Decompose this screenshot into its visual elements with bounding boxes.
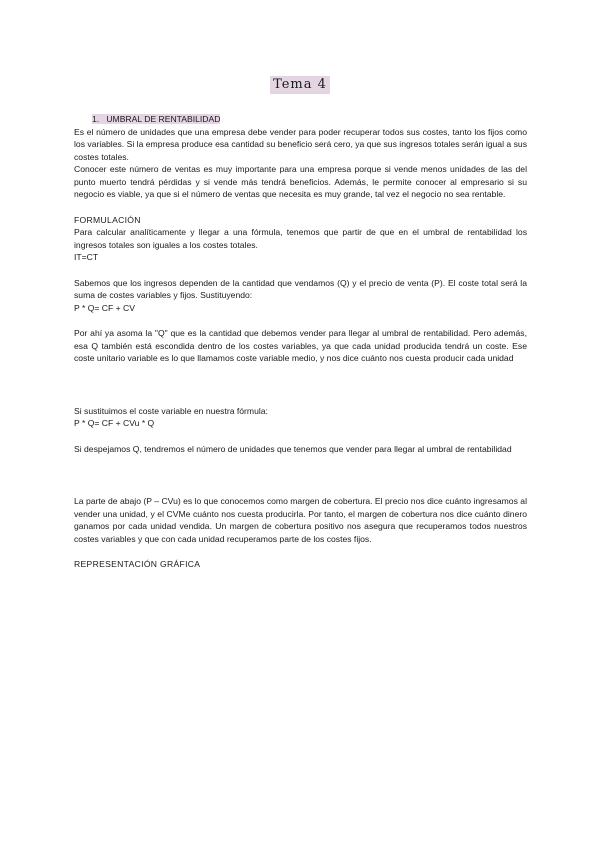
section-heading-umbral-text: 1. UMBRAL DE RENTABILIDAD bbox=[92, 114, 221, 124]
document-body bbox=[74, 113, 527, 571]
paragraph-substitute: Si sustituimos el coste variable en nuestra fórmula: bbox=[74, 405, 268, 416]
section-heading-umbral bbox=[92, 113, 527, 126]
section-heading-representacion: REPRESENTACIÓN GRÁFICA bbox=[74, 559, 201, 569]
paragraph-importance: Conocer este número de ventas es muy importante para una empresa porque si vende menos unidades de las del punto muerto tendrá pérdidas y si vende más tendrá beneficios. Además, le permite conocer al empresario si su negocio es viable, ya que si el número de ventas que necesita es muy grande, tal vez el negocio no sea rentable. bbox=[74, 164, 527, 199]
paragraph-despejar: Si despejamos Q, tendremos el número de unidades que tenemos que vender para llegar al umbral de rentabilidad bbox=[74, 443, 512, 454]
section-heading-formulacion: FORMULACIÓN bbox=[74, 214, 141, 225]
equation-pq-cf-cv: P * Q= CF + CV bbox=[74, 302, 135, 313]
paragraph-ingresos: Sabemos que los ingresos dependen de la cantidad que vendamos (Q) y el precio de venta (P). El coste total será la suma de costes variables y fijos. Sustituyendo: bbox=[74, 277, 527, 300]
page-title-wrap bbox=[0, 76, 600, 94]
paragraph-margen: La parte de abajo (P – CVu) es lo que conocemos como margen de cobertura. El precio nos dice cuánto ingresamos al vender una unidad, y el CVMe cuánto nos cuesta producirla. Por tanto, el margen de cobertura nos dice cuánto dinero ganamos por cada unidad vendida. Un margen de cobertura positivo nos asegura que recuperamos todos nuestros costes variables y que con cada unidad recuperamos parte de los costes fijos. bbox=[74, 496, 527, 544]
equation-pq-cf-cvuq: P * Q= CF + CVu * Q bbox=[74, 418, 155, 428]
equation-it-ct: IT=CT bbox=[74, 252, 99, 262]
paragraph-analytic: Para calcular analíticamente y llegar a una fórmula, tenemos que partir de que en el umbral de rentabilidad los ingresos totales son iguales a los costes totales. bbox=[74, 227, 527, 250]
paragraph-definition: Es el número de unidades que una empresa debe vender para poder recuperar todos sus costes, tanto los fijos como los variables. Si la empresa produce esa cantidad su beneficio será cero, ya que sus ingresos totales serán igual a sus costes totales. bbox=[74, 126, 527, 162]
page-title: Tema 4 bbox=[270, 76, 330, 94]
paragraph-q-explanation: Por ahí ya asoma la "Q" que es la cantidad que debemos vender para llegar al umbral de rentabilidad. Pero además, esa Q también está escondida dentro de los costes variables, ya que cada unidad producida tendrá un coste. Ese coste unitario variable es lo que llamamos coste variable medio, y nos dice cuánto nos cuesta producir cada unidad bbox=[74, 328, 527, 363]
